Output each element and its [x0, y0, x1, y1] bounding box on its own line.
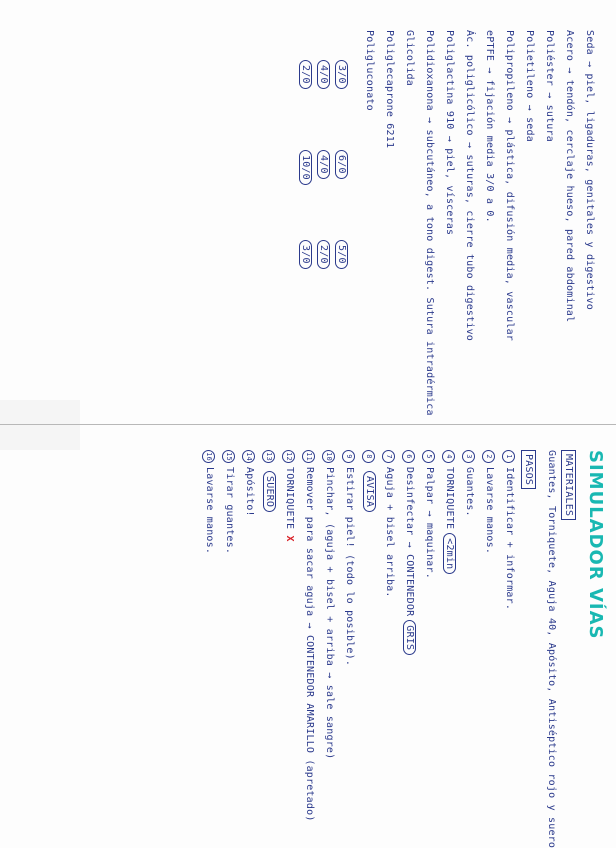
- step-number: 8: [362, 450, 375, 463]
- section-title: SIMULADOR VÍAS: [585, 450, 606, 640]
- step-item: [482, 450, 496, 554]
- step-text: Identificar + informar.: [504, 467, 515, 611]
- materiales-row: [561, 450, 576, 520]
- note-line: ePTFE → fijación media 3/0 a 0.: [484, 30, 495, 223]
- step-item: [222, 450, 236, 554]
- step-item: [322, 450, 336, 759]
- step-text: TORNIQUETE: [284, 467, 295, 530]
- step-number: 14: [242, 450, 255, 463]
- step-text: Palpar → maquinar.: [424, 467, 435, 579]
- step-item: [422, 450, 436, 579]
- materiales-label: MATERIALES: [561, 450, 576, 520]
- note-line: Polidioxanona → subcutáneo, a tono digest. Sutura intradérmica: [424, 30, 435, 416]
- step-number: 16: [202, 450, 215, 463]
- note-line: Poliglactina 910 → piel, vísceras: [444, 30, 455, 236]
- step-number: 13: [262, 450, 275, 463]
- step-text: TORNIQUETE: [444, 467, 455, 530]
- step-item: [382, 450, 396, 598]
- step-item: [282, 450, 296, 542]
- step-number: 9: [342, 450, 355, 463]
- pasos-label: PASOS: [521, 450, 536, 489]
- note-line: Ác. poliglicólico → suturas, cierre tubo digestivo: [464, 30, 475, 342]
- step-number: 3: [462, 450, 475, 463]
- note-line: Polietileno → seda: [524, 30, 535, 142]
- step-text: Estirar piel! (todo lo posible).: [344, 467, 355, 667]
- gauge-tag: 10/0: [299, 150, 312, 185]
- step-number: 6: [402, 450, 415, 463]
- step-number: 2: [482, 450, 495, 463]
- gauge-tag: 3/0: [299, 240, 312, 269]
- note-line: Poliglecaprone 6211: [384, 30, 395, 149]
- step-item: [202, 450, 216, 554]
- step-item: [442, 450, 456, 574]
- step-text: Pinchar, (aguja + bisel + arriba → sale sangre): [324, 467, 335, 760]
- pasos-row: [521, 450, 536, 489]
- gauge-tag: 4/0: [317, 60, 330, 89]
- simulador-section: [0, 424, 616, 848]
- gauge-tag: 2/0: [299, 60, 312, 89]
- note-line: Poligluconato: [364, 30, 375, 111]
- step-circled-note: GRIS: [403, 620, 416, 655]
- gauge-tag: 5/0: [335, 240, 348, 269]
- step-item: [502, 450, 516, 610]
- step-text: Aguja + bisel arriba.: [384, 467, 395, 598]
- step-circled-note: SUERO: [263, 471, 276, 512]
- note-line: Seda → piel, ligaduras, genitales y digestivo: [584, 30, 595, 310]
- step-number: 10: [322, 450, 335, 463]
- step-text: Lavarse manos.: [204, 467, 215, 555]
- step-text: Desinfectar → CONTENEDOR: [404, 467, 415, 617]
- step-item: [462, 450, 476, 517]
- step-circled-note: AVISA: [363, 471, 376, 512]
- step-number: 1: [502, 450, 515, 463]
- step-number: 12: [282, 450, 295, 463]
- step-text: Lavarse manos.: [484, 467, 495, 555]
- step-number: 7: [382, 450, 395, 463]
- step-item: [262, 450, 276, 512]
- step-text: Apósito!: [244, 467, 255, 517]
- gauge-tag: 3/0: [335, 60, 348, 89]
- step-item: [342, 450, 356, 666]
- gauge-tag: 2/0: [317, 240, 330, 269]
- note-line: Poliéster → sutura: [544, 30, 555, 142]
- step-number: 5: [422, 450, 435, 463]
- gauge-tag: 6/0: [335, 150, 348, 179]
- step-item: [242, 450, 256, 517]
- cross-mark: X: [284, 529, 295, 542]
- step-number: 4: [442, 450, 455, 463]
- step-item: [402, 450, 416, 655]
- materiales-text: Guantes, Torniquete, Aguja 40, Apósito, Antiséptico rojo y suero: [546, 450, 557, 848]
- gauge-tag: 4/0: [317, 150, 330, 179]
- step-item: [302, 450, 316, 822]
- step-circled-note: <2min: [443, 533, 456, 574]
- step-number: 15: [222, 450, 235, 463]
- step-text: Remover para sacar aguja → CONTENEDOR AMARILLO (apretado): [304, 467, 315, 822]
- step-item: [362, 450, 376, 512]
- step-text: Guantes.: [464, 467, 475, 517]
- note-line: Acero → tendón, cerclaje hueso, pared abdominal: [564, 30, 575, 323]
- note-line: Glicolida: [404, 30, 415, 86]
- step-number: 11: [302, 450, 315, 463]
- step-text: Tirar guantes.: [224, 467, 235, 555]
- note-line: Polipropileno → plástica, difusión media, vascular: [504, 30, 515, 342]
